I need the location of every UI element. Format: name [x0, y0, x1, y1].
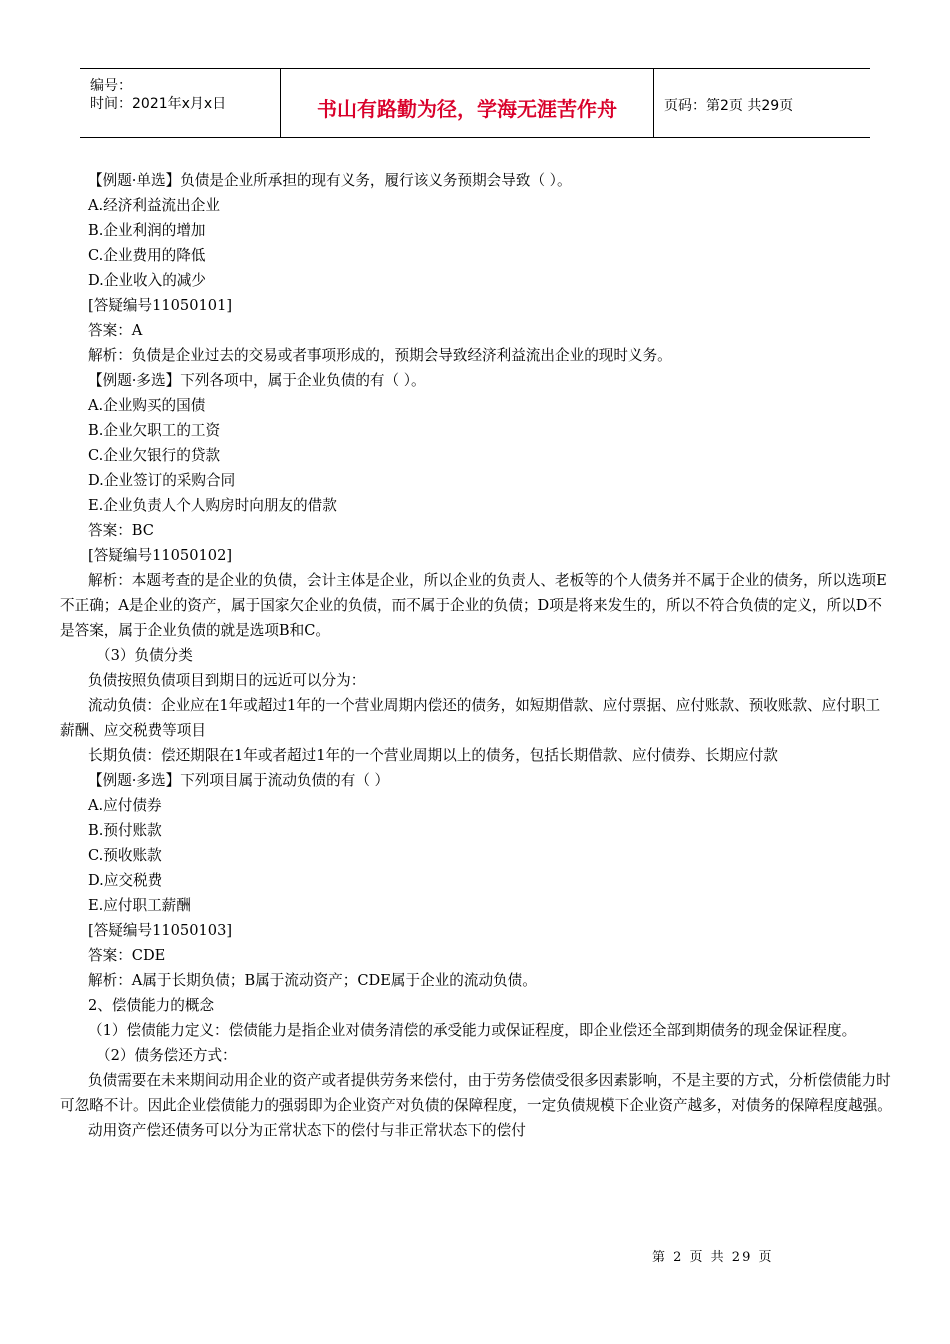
- question-1-option-d: D.企业收入的减少: [88, 272, 206, 289]
- page-header: [80, 68, 870, 138]
- question-2-option-a: A.企业购买的国债: [88, 397, 206, 414]
- question-1-stem: 【例题·单选】负债是企业所承担的现有义务，履行该义务预期会导致（ ）。: [88, 172, 572, 189]
- question-3-qa-number: [答疑编号11050103]: [88, 922, 233, 939]
- footer-page-number: 第 2 页 共 29 页: [652, 1250, 774, 1265]
- question-3-option-c: C.预收账款: [88, 847, 162, 864]
- question-2-explanation: 解析：本题考查的是企业的负债，会计主体是企业，所以企业的负责人、老板等的个人债务并不属于企业的债务，所以选项E不正确；A是企业的资产，属于国家欠企业的负债，而不属于企业的负债；D项是将来发生的，所以不符合负债的定义，所以D不是答案，属于企业负债的就是选项B和C。: [60, 572, 887, 639]
- question-1-explanation: 解析：负债是企业过去的交易或者事项形成的，预期会导致经济利益流出企业的现时义务。: [88, 347, 672, 364]
- document-number-label: 编号：: [90, 78, 132, 94]
- header-center-cell: [280, 69, 654, 137]
- paragraph-solvency-definition: （1）偿债能力定义：偿债能力是指企业对债务清偿的承受能力或保证程度，即企业偿还全部到期债务的现金保证程度。: [88, 1022, 857, 1039]
- document-date-label: 时间：2021年x月x日: [90, 96, 227, 112]
- question-2-option-c: C.企业欠银行的贷款: [88, 447, 221, 464]
- paragraph-asset-repayment: 动用资产偿还债务可以分为正常状态下的偿付与非正常状态下的偿付: [88, 1122, 526, 1139]
- section-heading-liability-classification: （3）负债分类: [96, 647, 193, 664]
- question-3-option-e: E.应付职工薪酬: [88, 897, 191, 914]
- paragraph-current-liabilities: 流动负债：企业应在1年或超过1年的一个营业周期内偿还的债务，如短期借款、应付票据、应付账款、预收账款、应付职工薪酬、应交税费等项目: [60, 697, 881, 739]
- question-2-stem: 【例题·多选】下列各项中，属于企业负债的有（ ）。: [88, 372, 426, 389]
- question-2-option-d: D.企业签订的采购合同: [88, 472, 236, 489]
- question-1-answer: 答案：A: [88, 322, 143, 339]
- question-3-option-b: B.预付账款: [88, 822, 162, 839]
- question-3-stem: 【例题·多选】下列项目属于流动负债的有（ ）: [88, 772, 390, 789]
- header-left-cell: [80, 69, 280, 137]
- question-1-option-a: A.经济利益流出企业: [88, 197, 220, 214]
- question-3-option-a: A.应付债券: [88, 797, 162, 814]
- header-right-cell: [654, 69, 870, 137]
- question-3-option-d: D.应交税费: [88, 872, 163, 889]
- section-heading-solvency-concept: 2、偿债能力的概念: [88, 997, 215, 1014]
- question-1-qa-number: [答疑编号11050101]: [88, 297, 233, 314]
- question-3-explanation: 解析：A属于长期负债；B属于流动资产；CDE属于企业的流动负债。: [88, 972, 537, 989]
- question-1-option-c: C.企业费用的降低: [88, 247, 206, 264]
- document-body: [60, 168, 892, 1143]
- header-motto: 书山有路勤为径，学海无涯苦作舟: [317, 97, 617, 121]
- paragraph-repayment-method: 负债需要在未来期间动用企业的资产或者提供劳务来偿付，由于劳务偿债受很多因素影响，不是主要的方式，分析偿债能力时可忽略不计。因此企业偿债能力的强弱即为企业资产对负债的保障程度，一定负债规模下企业资产越多，对债务的保障程度越强。: [60, 1072, 892, 1114]
- question-1-option-b: B.企业利润的增加: [88, 222, 206, 239]
- header-page-label: 页码：第2页 共29页: [664, 98, 794, 114]
- paragraph-classification-intro: 负债按照负债项目到期日的远近可以分为：: [88, 672, 366, 689]
- question-2-qa-number: [答疑编号11050102]: [88, 547, 233, 564]
- question-2-answer: 答案：BC: [88, 522, 154, 539]
- paragraph-long-term-liabilities: 长期负债：偿还期限在1年或者超过1年的一个营业周期以上的债务，包括长期借款、应付债券、长期应付款: [88, 747, 778, 764]
- question-2-option-e: E.企业负责人个人购房时向朋友的借款: [88, 497, 337, 514]
- question-3-answer: 答案：CDE: [88, 947, 166, 964]
- paragraph-repayment-method-heading: （2）债务偿还方式：: [96, 1047, 237, 1064]
- question-2-option-b: B.企业欠职工的工资: [88, 422, 221, 439]
